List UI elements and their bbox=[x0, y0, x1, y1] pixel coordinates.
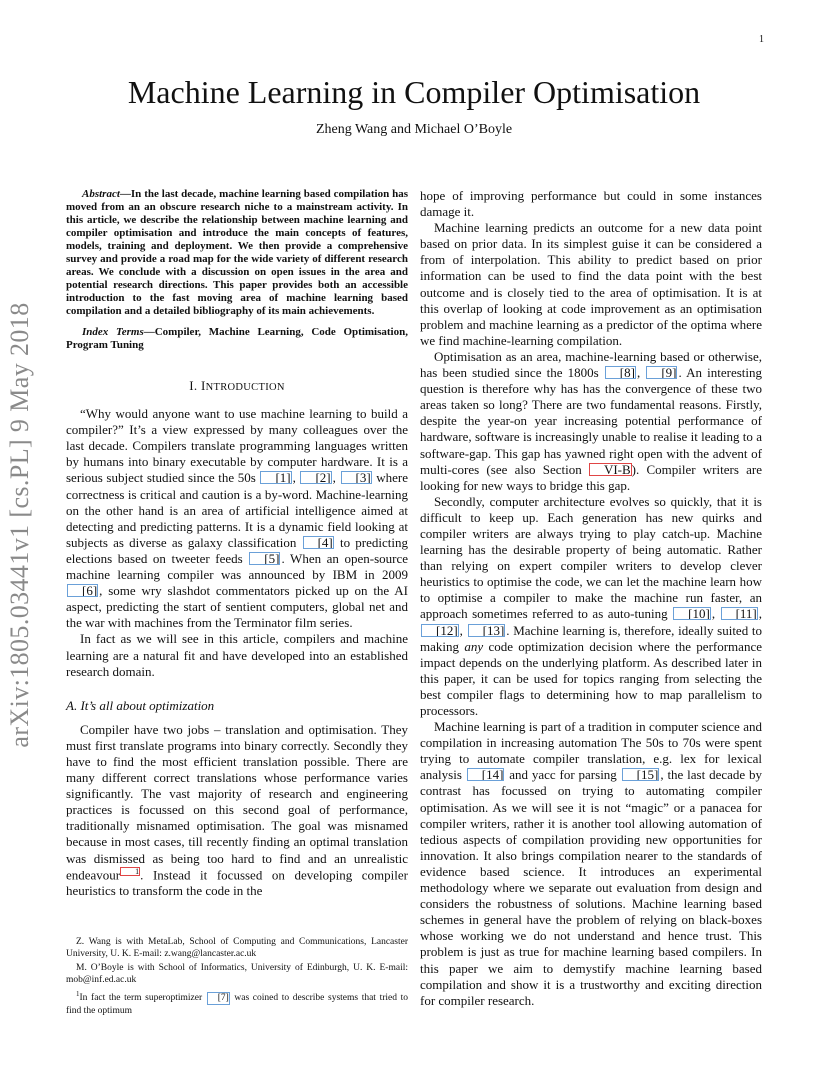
right-paragraph-1: hope of improving performance but could in some instances damage it. bbox=[420, 188, 762, 220]
text-run: Compiler have two jobs – translation and optimisation. They must first translate programs into binary correctly. Secondly they have to find the most efficient translation possible. There are many different correct translations whose performance varies significantly. The vast majority of research and engineering practices is focussed on this second goal of performance, traditionally misnamed optimisation. The goal was misnamed because in most cases, till recently finding an optimal translation was dismissed as being too hard to find and an unrealistic endeavour bbox=[66, 721, 408, 882]
citation-link[interactable]: [4] bbox=[303, 536, 334, 549]
text-run: . Machine learning is, therefore, ideally suited to making bbox=[420, 622, 762, 654]
citation-link[interactable]: [15] bbox=[622, 768, 660, 781]
text-run: where correctness is critical and caution is a by-word. Machine-learning on the other hand is an area of artificial intelligence aimed at detecting and predicting patterns. It is a dynamic field looking at subjects as diverse as galaxy classification bbox=[66, 470, 409, 550]
text-run: . Instead it focussed on developing compiler heuristics to transform the code in the bbox=[66, 866, 408, 899]
text-run: , bbox=[711, 606, 720, 622]
right-paragraph-5 bbox=[420, 719, 762, 1009]
footnote-author-wang: Z. Wang is with MetaLab, School of Computing and Communications, Lancaster University, U. K. E-mail: z.wang@lancaster.ac.uk bbox=[66, 937, 408, 959]
optimization-paragraph bbox=[66, 722, 408, 899]
abstract-label: Abstract bbox=[82, 188, 120, 200]
subsection-heading: A. It’s all about optimization bbox=[66, 697, 215, 713]
footnote-author-oboyle: M. O’Boyle is with School of Informatics, University of Edinburgh, U. K. E-mail: mob@inf.ed.ac.uk bbox=[66, 963, 408, 985]
text-run: , some wry slashdot commentators picked up on the AI aspect, predicting the start of sentient computers, global net and the war with machines from the Terminator film series. bbox=[66, 583, 408, 631]
emphasis-text: any bbox=[464, 638, 484, 654]
citation-link[interactable]: [12] bbox=[421, 624, 459, 637]
text-run: . An interesting question is therefore why has has the convergence of these two areas taken so long? There are two fundamental reasons. Firstly, despite the year-on year increasing potential performance of hardware, software is increasingly unable to realise it leading to a software-gap. This gap has yawned right open with the advent of multi-cores (see also Section bbox=[420, 365, 763, 477]
left-column bbox=[66, 188, 408, 899]
paper-title: Machine Learning in Compiler Optimisation bbox=[127, 74, 701, 110]
index-terms-text: —Compiler, Machine Learning, Code Optimisation, Program Tuning bbox=[66, 326, 408, 351]
text-run: Machine learning is part of a tradition in computer science and compilation in increasing automation The 50s to 70s were spent trying to automate compiler translation, e.g. lex for lexical analysis bbox=[420, 719, 762, 783]
text-run: Optimisation as an area, machine-learning based or otherwise, has been studied since the 1800s bbox=[420, 348, 762, 381]
right-column bbox=[420, 188, 762, 1009]
citation-link[interactable]: [5] bbox=[249, 552, 280, 565]
text-run: was coined to describe systems that tried to find the optimum bbox=[66, 993, 408, 1017]
text-run: . When an open-source machine learning compiler was announced by IBM in 2009 bbox=[66, 550, 409, 583]
text-run: to predicting elections based on tweeter feeds bbox=[66, 534, 408, 566]
citation-link[interactable]: [7] bbox=[207, 992, 230, 1005]
text-run: Secondly, computer architecture evolves so quickly, that it is difficult to keep up. Each generation has new quirks and compiler writers are always trying to play catch-up. Machine learning has the desirable property of being automatic. Rather than relying on expert compiler writers to develop clever heuristics to optimise the code, we can let the machine learn how to optimise a compiler to make the machine run faster, an approach sometimes referred to as auto-tuning bbox=[420, 493, 762, 622]
page-number: 1 bbox=[759, 34, 764, 45]
text-run: “Why would anyone want to use machine learning to build a compiler?” It’s a view expressed by many colleagues over the last decade. Compilers translate programming languages written by humans into binary executable by computer hardware. It is a serious subject studied since the 50s bbox=[66, 406, 408, 486]
section-heading-introduction bbox=[66, 378, 408, 396]
citation-link[interactable]: [13] bbox=[468, 624, 506, 637]
text-run: ). Compiler writers are looking for new ways to bridge this gap. bbox=[420, 461, 762, 493]
right-paragraph-4 bbox=[420, 494, 762, 719]
text-run: , bbox=[758, 606, 762, 622]
abstract bbox=[66, 188, 408, 318]
right-paragraph-3 bbox=[420, 349, 762, 494]
section-reference-link[interactable]: VI-B bbox=[589, 463, 632, 476]
section-title-initial: I bbox=[200, 378, 206, 393]
arxiv-identifier-stamp[interactable] bbox=[0, 290, 40, 760]
footnote-1 bbox=[66, 988, 408, 1017]
text-run: code optimization decision where the performance impact depends on the underlying platform. As described later in this paper, it can be used for topics ranging from selecting the best compiler flags to determining how to map parallelism to processors. bbox=[420, 638, 762, 718]
footnotes bbox=[66, 936, 408, 1019]
section-number: I. bbox=[189, 378, 198, 393]
text-run: In fact the term superoptimizer bbox=[79, 993, 206, 1004]
citation-link[interactable]: [8] bbox=[605, 366, 636, 379]
text-run: , the last decade by contrast has focussed on trying to automating compiler optimisation. As we will see it is not “magic” or a panacea for compiler writers, rather it is another tool allowing automation of tedious aspects of compilation providing new opportunities for innovation. It also brings compilation nearer to the standards of evidence based science. It introduces an experimental methodology where we separate out evaluation from design and considers the robustness of solutions. Machine learning based schemes in general have the problem of relying on black-boxes whose working we do not understand and hence trust. This problem is just as true for machine learning based compilers. In this paper we aim to demystify machine learning based compilation and show it is a trustworthy and exciting direction for compiler research. bbox=[420, 767, 763, 1008]
citation-link[interactable]: [9] bbox=[646, 366, 677, 379]
abstract-text: —In the last decade, machine learning based compilation has moved from an an obscure research niche to a mainstream activity. In this article, we describe the relationship between machine learning and compiler optimisation and introduce the main concepts of features, models, training and deployment. We then provide a comprehensive survey and provide a road map for the wide variety of different research areas. We conclude with a discussion on open issues in the area and potential research directions. This paper provides both an accessible introduction to the fast moving area of machine learning based compilation and a detailed bibliography of its main achievements. bbox=[66, 188, 408, 317]
text-run: , bbox=[332, 470, 340, 486]
text-run: , bbox=[459, 622, 467, 638]
right-paragraph-2: Machine learning predicts an outcome for a new data point based on prior data. In its simplest guise it can be considered a from of interpolation. This ability to predict based on prior information can be used to find the data point with the best outcome and is closely tied to the area of optimisation. It is at this overlap of looking at code improvement as an optimisation problem and machine learning as a predictor of the optima where we find machine-learning compilation. bbox=[420, 220, 762, 348]
text-run: and yacc for parsing bbox=[505, 767, 621, 783]
text-run: , bbox=[636, 365, 646, 381]
intro-paragraph-2: In fact as we will see in this article, compilers and machine learning are a natural fit and have developed into an established research domain. bbox=[66, 631, 408, 679]
section-title-rest: NTRODUCTION bbox=[205, 382, 285, 393]
citation-link[interactable]: [2] bbox=[300, 471, 331, 484]
index-terms bbox=[66, 326, 408, 352]
intro-paragraph-1 bbox=[66, 406, 408, 631]
citation-link[interactable]: [14] bbox=[467, 768, 505, 781]
arxiv-identifier-text: arXiv:1805.03441v1 [cs.PL] 9 May 2018 bbox=[5, 302, 34, 748]
text-run: , bbox=[292, 470, 300, 486]
citation-link[interactable]: [1] bbox=[260, 471, 291, 484]
citation-link[interactable]: [6] bbox=[67, 584, 98, 597]
index-terms-label: Index Terms bbox=[82, 326, 144, 338]
paper-authors: Zheng Wang and Michael O’Boyle bbox=[315, 122, 513, 137]
citation-link[interactable]: [11] bbox=[721, 607, 758, 620]
citation-link[interactable]: [10] bbox=[673, 607, 711, 620]
footnote-number: 1 bbox=[76, 990, 80, 998]
footnote-link[interactable]: 1 bbox=[120, 867, 140, 876]
citation-link[interactable]: [3] bbox=[341, 471, 372, 484]
